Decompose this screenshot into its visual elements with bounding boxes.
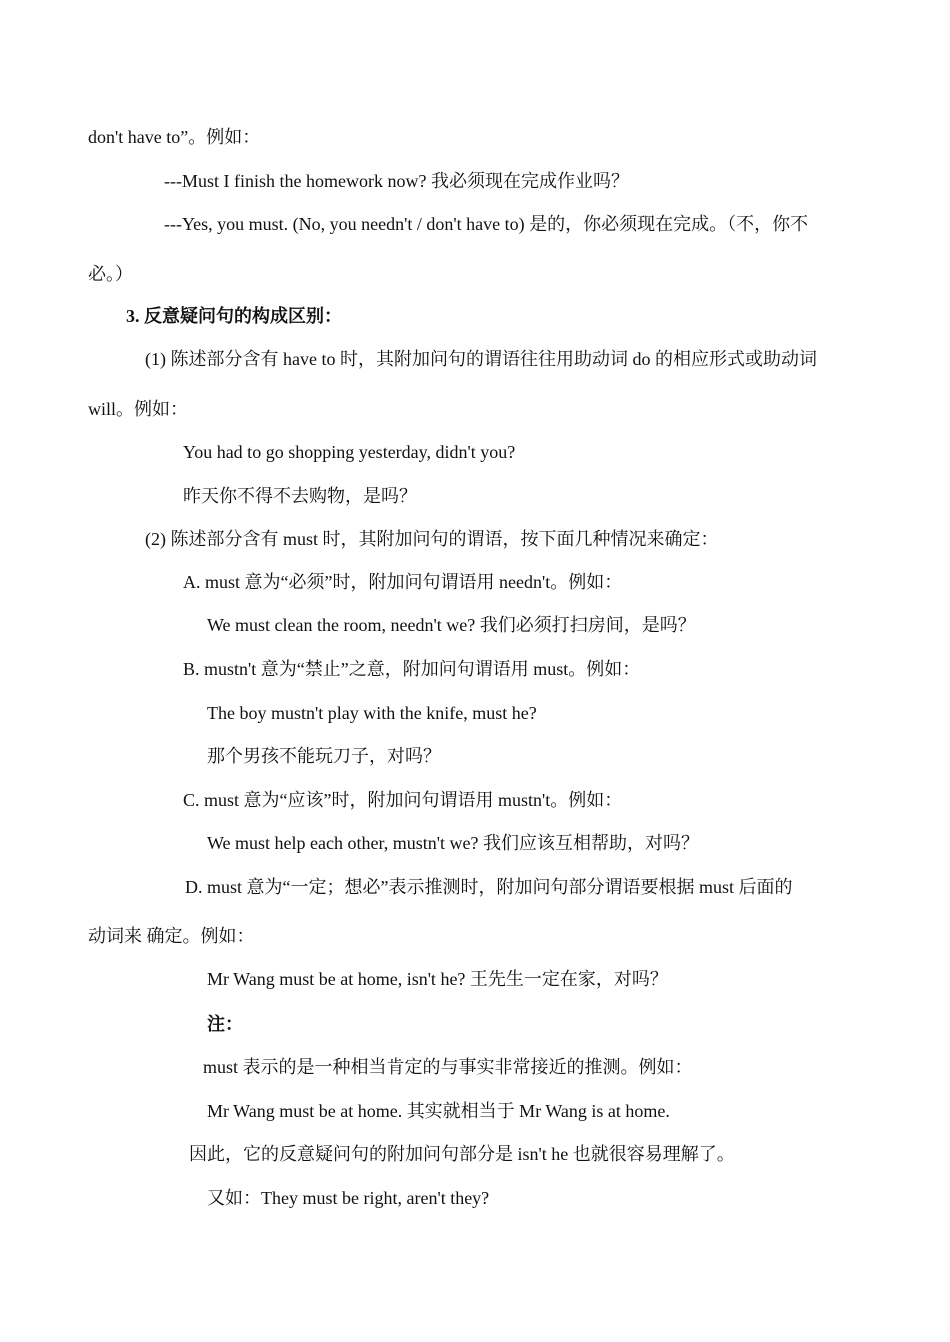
case-c-example: We must help each other, mustn't we? 我们应该互相帮助，对吗？ <box>207 833 699 853</box>
case-d: D. must 意为“一定；想必”表示推测时，附加问句部分谓语要根据 must 后面的 <box>185 877 793 897</box>
case-d-example: Mr Wang must be at home, isn't he? 王先生一定在家，对吗？ <box>207 969 668 989</box>
case-a: A. must 意为“必须”时，附加问句谓语用 needn't。例如： <box>183 572 623 592</box>
case-c: C. must 意为“应该”时，附加问句谓语用 mustn't。例如： <box>183 790 623 810</box>
case-b: B. mustn't 意为“禁止”之意，附加问句谓语用 must。例如： <box>183 659 641 679</box>
section-heading: 3. 反意疑问句的构成区别： <box>126 306 342 326</box>
note-line: Mr Wang must be at home. 其实就相当于 Mr Wang is at home. <box>207 1101 670 1121</box>
case-d-continued: 动词来 确定。例如： <box>88 926 255 946</box>
note-line: 又如：They must be right, aren't they? <box>207 1188 490 1208</box>
text-line: 必。） <box>88 264 133 284</box>
text-line: don't have to”。例如： <box>88 127 261 147</box>
note-line: must 表示的是一种相当肯定的与事实非常接近的推测。例如： <box>203 1057 693 1077</box>
example-answer: ---Yes, you must. (No, you needn't / don't have to) 是的，你必须现在完成。（不，你不 <box>164 214 809 234</box>
example-sentence: You had to go shopping yesterday, didn't you? <box>183 442 516 462</box>
paragraph-2: (2) 陈述部分含有 must 时，其附加问句的谓语，按下面几种情况来确定： <box>145 529 719 549</box>
case-a-example: We must clean the room, needn't we? 我们必须打扫房间，是吗？ <box>207 615 696 635</box>
case-b-example: The boy mustn't play with the knife, must he? <box>207 703 537 723</box>
example-translation: 昨天你不得不去购物，是吗？ <box>183 486 417 506</box>
case-b-translation: 那个男孩不能玩刀子，对吗？ <box>207 746 441 766</box>
paragraph-1: (1) 陈述部分含有 have to 时，其附加问句的谓语往往用助动词 do 的相应形式或助动词 <box>145 349 817 369</box>
paragraph-1-continued: will。例如： <box>88 399 189 419</box>
example-question: ---Must I finish the homework now? 我必须现在完成作业吗？ <box>164 171 629 191</box>
note-line: 因此，它的反意疑问句的附加问句部分是 isn't he 也就很容易理解了。 <box>189 1144 735 1164</box>
note-heading: 注： <box>207 1014 243 1034</box>
